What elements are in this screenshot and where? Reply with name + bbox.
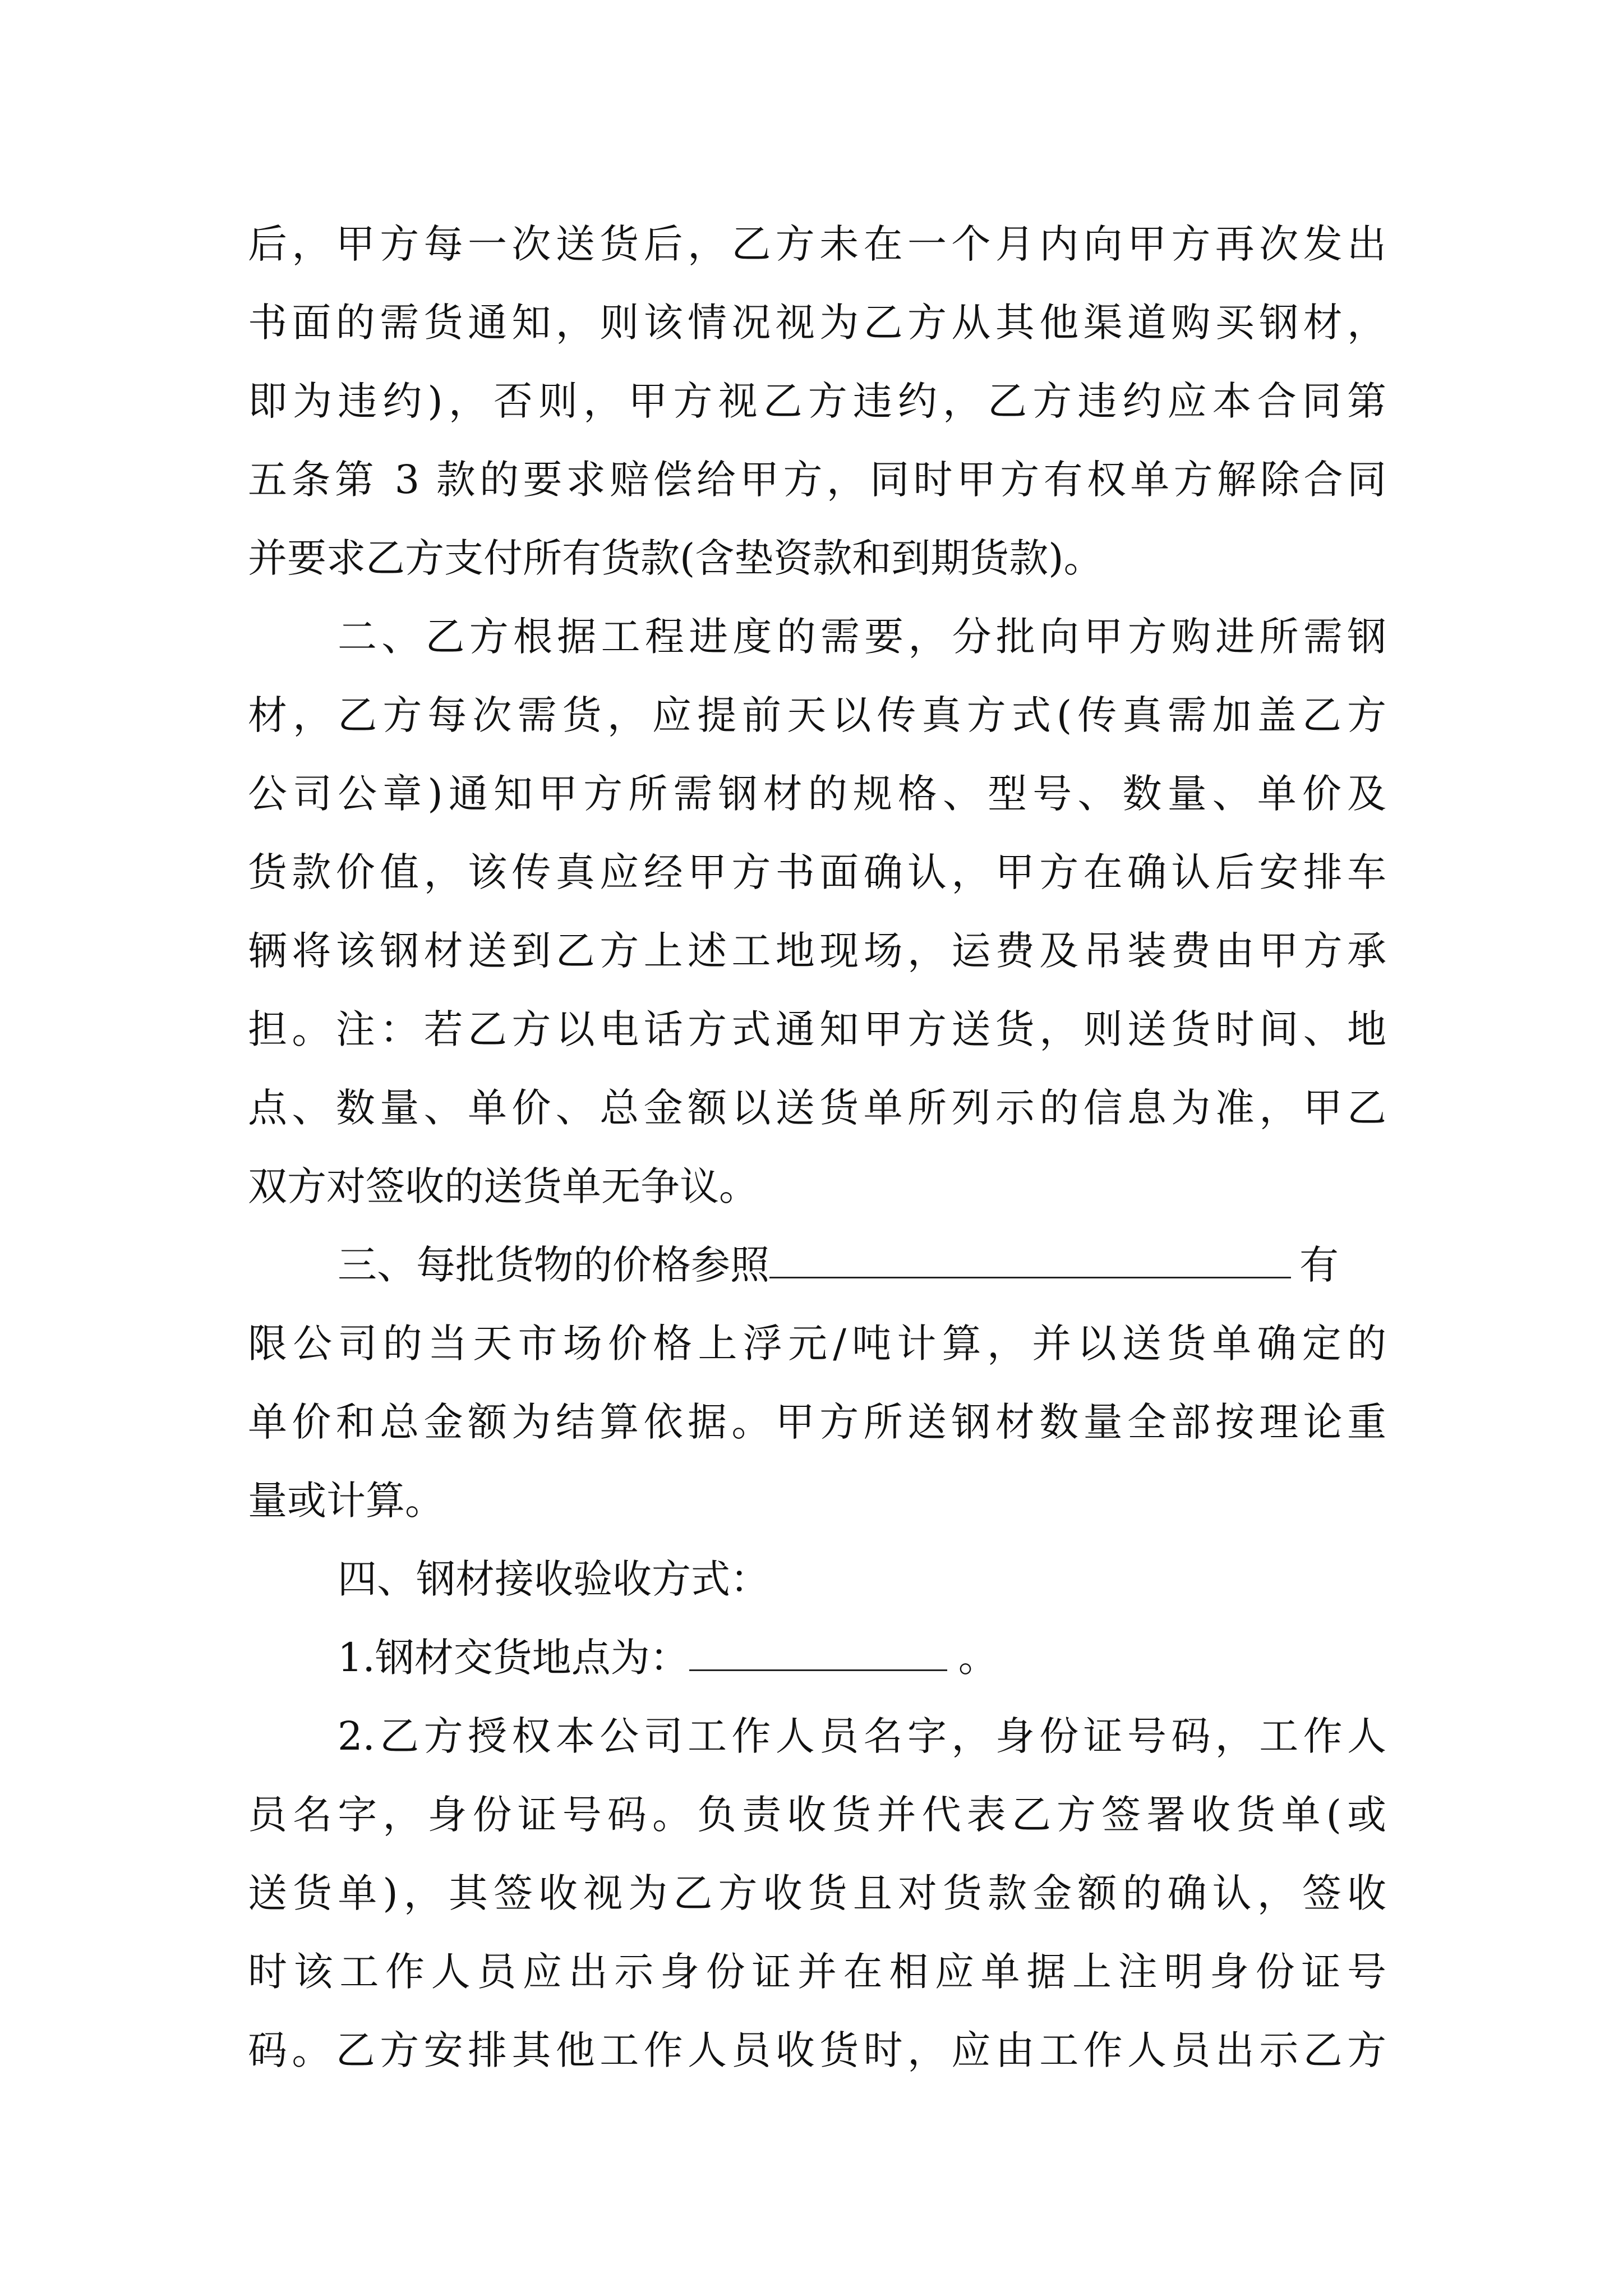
text-line: 材，乙方每次需货，应提前天以传真方式(传真需加盖乙方 [248, 692, 1386, 738]
blank-location-field [689, 1630, 947, 1671]
text-line: 时该工作人员应出示身份证并在相应单据上注明身份证号 [248, 1949, 1386, 1995]
text-line: 辆将该钢材送到乙方上述工地现场，运费及吊装费由甲方承 [248, 928, 1386, 974]
text-line: 员名字，身份证号码。负责收货并代表乙方签署收货单(或 [248, 1792, 1386, 1838]
text-line: 即为违约)，否则，甲方视乙方违约，乙方违约应本合同第 [248, 378, 1386, 424]
text-fragment: 。 [958, 1635, 998, 1681]
text-line: 货款价值，该传真应经甲方书面确认，甲方在确认后安排车 [248, 849, 1386, 895]
text-line: 量或计算。 [248, 1478, 444, 1524]
text-line: 送货单)，其签收视为乙方收货且对货款金额的确认，签收 [248, 1870, 1386, 1916]
section-four-heading: 四、钢材接收验收方式： [338, 1556, 769, 1602]
text-fragment: 有 [1299, 1242, 1339, 1288]
text-line: 单价和总金额为结算依据。甲方所送钢材数量全部按理论重 [248, 1399, 1386, 1445]
text-line: 码。乙方安排其他工作人员收货时，应由工作人员出示乙方 [248, 2027, 1386, 2073]
text-line: 公司公章)通知甲方所需钢材的规格、型号、数量、单价及 [248, 771, 1386, 817]
text-line: 担。注：若乙方以电话方式通知甲方送货，则送货时间、地 [248, 1006, 1386, 1052]
text-line: 限公司的当天市场价格上浮元/吨计算，并以送货单确定的 [248, 1320, 1386, 1366]
text-line: 并要求乙方支付所有货款(含垫资款和到期货款)。 [248, 535, 1103, 581]
paragraph-two-start: 二、乙方根据工程进度的需要，分批向甲方购进所需钢 [338, 614, 1386, 660]
document-page [248, 0, 1386, 2296]
paragraph-three-start [338, 1237, 1386, 1293]
text-line: 五条第 3 款的要求赔偿给甲方，同时甲方有权单方解除合同 [248, 457, 1386, 503]
blank-company-field [769, 1237, 1291, 1278]
text-line: 双方对签收的送货单无争议。 [248, 1163, 758, 1209]
delivery-location-label: 1.钢材交货地点为： [338, 1635, 689, 1681]
text-line: 点、数量、单价、总金额以送货单所列示的信息为准，甲乙 [248, 1085, 1386, 1131]
text-line: 书面的需货通知，则该情况视为乙方从其他渠道购买钢材， [248, 300, 1386, 346]
text-line: 后，甲方每一次送货后，乙方未在一个月内向甲方再次发出 [248, 221, 1386, 267]
delivery-location-line [338, 1630, 1386, 1686]
clause-two-start: 2.乙方授权本公司工作人员名字，身份证号码，工作人 [338, 1713, 1386, 1759]
price-reference-label: 三、每批货物的价格参照 [338, 1242, 769, 1288]
